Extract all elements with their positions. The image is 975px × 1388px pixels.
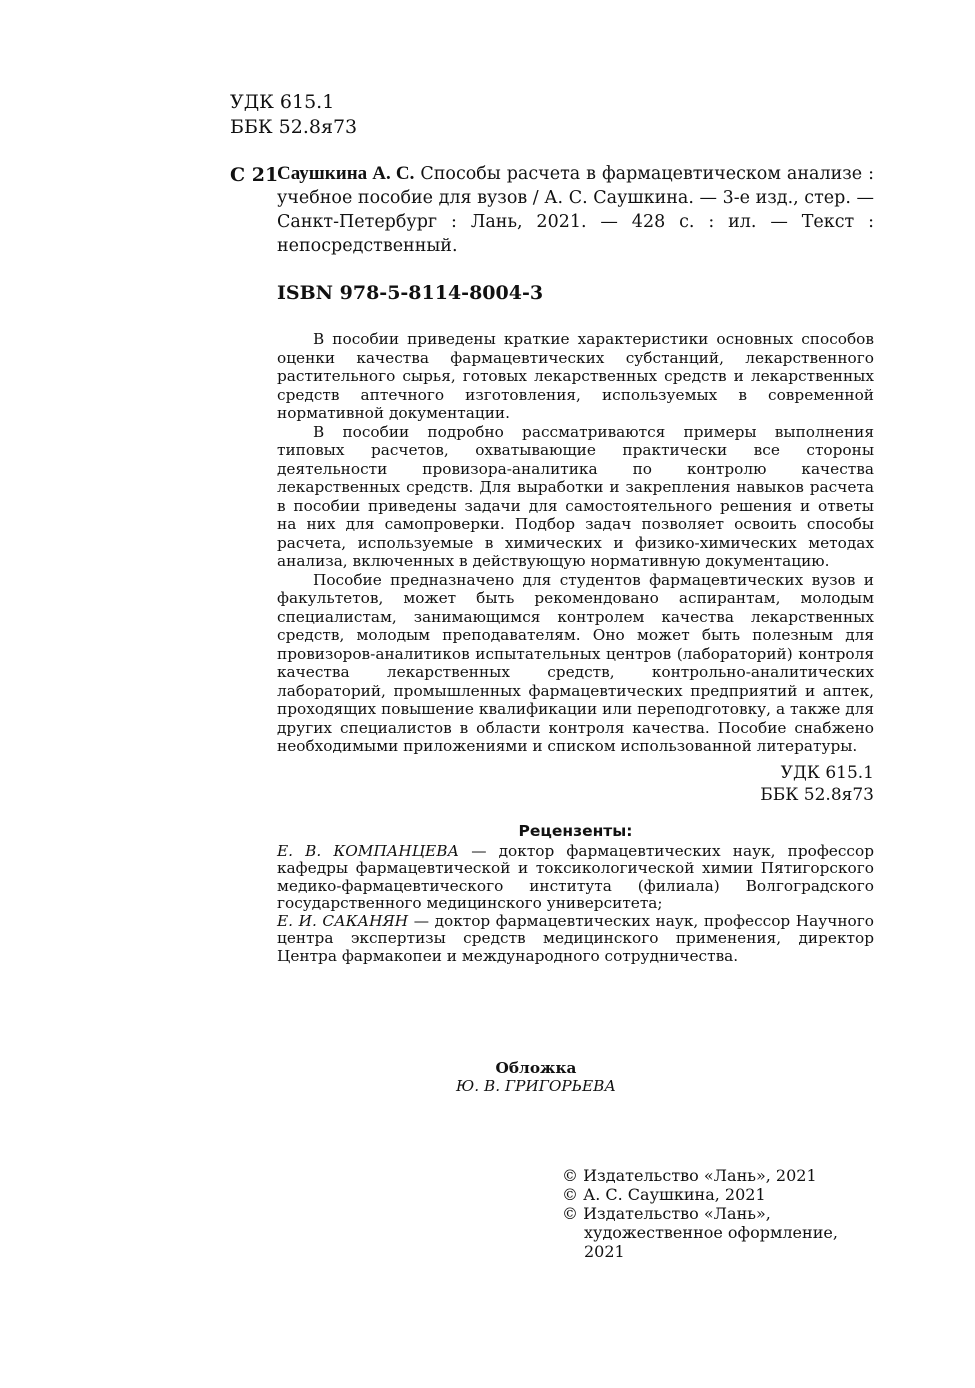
abstract-paragraph: В пособии приведены краткие характеристики основных способов оценки качества фармацевтических субстанций, лекарственного растительного сырья, готовых лекарственных средств и лекарственных средств аптечного изготовления, используемых в современной нормативной документации.	[277, 330, 874, 422]
reviewer-description: — доктор фармацевтических наук, профессор кафедры фармацевтической и токсикологической химии Пятигорского медико-фармацевтического института (филиала) Волгоградского государственного медицинского университета;	[277, 841, 874, 912]
abstract-paragraph: В пособии подробно рассматриваются примеры выполнения типовых расчетов, охватывающие практически все стороны деятельности провизора-аналитика по контролю качества лекарственных средств. Для выработки и закрепления навыков расчета в пособии приведены задачи для самостоятельного решения и ответы на них для самопроверки. Подбор задач позволяет освоить способы расчета, используемые в химических и физико-химических методах анализа, включенных в действующую нормативную документацию.	[277, 422, 874, 570]
abstract	[277, 330, 874, 756]
cover-artist: Ю. В. ГРИГОРЬЕВА	[456, 1077, 616, 1095]
udk-code: УДК 615.1	[230, 91, 335, 113]
isbn: ISBN 978-5-8114-8004-3	[277, 282, 544, 304]
abstract-paragraph: Пособие предназначено для студентов фармацевтических вузов и факультетов, может быть рекомендовано аспирантам, молодым специалистам, занимающимся контролем качества лекарственных средств, молодым преподавателям. Оно может быть полезным для провизоров-аналитиков испытательных центров (лабораторий) контроля качества лекарственных средств, контрольно-аналитических лабораторий, промышленных фармацевтических предприятий и аптек, проходящих повышение квалификации или переподготовку, а также для других специалистов в области контроля качества. Пособие снабжено необходимыми приложениями и списком использованной литературы.	[277, 570, 874, 755]
top-classification	[230, 90, 357, 140]
udk-code: УДК 615.1	[780, 763, 874, 783]
copyright-line: © Издательство «Лань», 2021	[562, 1166, 817, 1185]
copyright-line: © Издательство «Лань»,	[562, 1204, 771, 1223]
bbk-code: ББК 52.8я73	[760, 785, 874, 805]
author-mark: С 21	[230, 164, 279, 186]
reviewer-name: Е. В. КОМПАНЦЕВА	[277, 841, 460, 860]
copyright-line: художественное оформление, 2021	[584, 1223, 838, 1261]
reviewers-heading: Рецензенты:	[518, 822, 633, 840]
reviewer-entry	[277, 913, 874, 966]
reviewer-entry	[277, 843, 874, 913]
reviewer-description: — доктор фармацевтических наук, профессор Научного центра экспертизы средств медицинского применения, директор Центра фармакопеи и международного сотрудничества.	[277, 911, 874, 965]
bibliographic-entry	[277, 162, 874, 258]
author-name: Саушкина А. С.	[277, 163, 415, 184]
bbk-code: ББК 52.8я73	[230, 116, 358, 138]
bibliographic-description: Способы расчета в фармацевтическом анализе : учебное пособие для вузов / А. С. Саушкина. — 3-е изд., стер. — Санкт-Петербург : Лань, 2021. — 428 с. : ил. — Текст : непосредственный.	[277, 164, 874, 256]
reviewer-name: Е. И. САКАНЯН	[277, 911, 409, 930]
copyright-line: © А. С. Саушкина, 2021	[562, 1185, 766, 1204]
bottom-classification	[700, 762, 874, 806]
cover-credit	[277, 1059, 795, 1095]
cover-label: Обложка	[495, 1059, 577, 1077]
reviewers-section	[277, 823, 874, 965]
copyright-block	[562, 1166, 882, 1261]
